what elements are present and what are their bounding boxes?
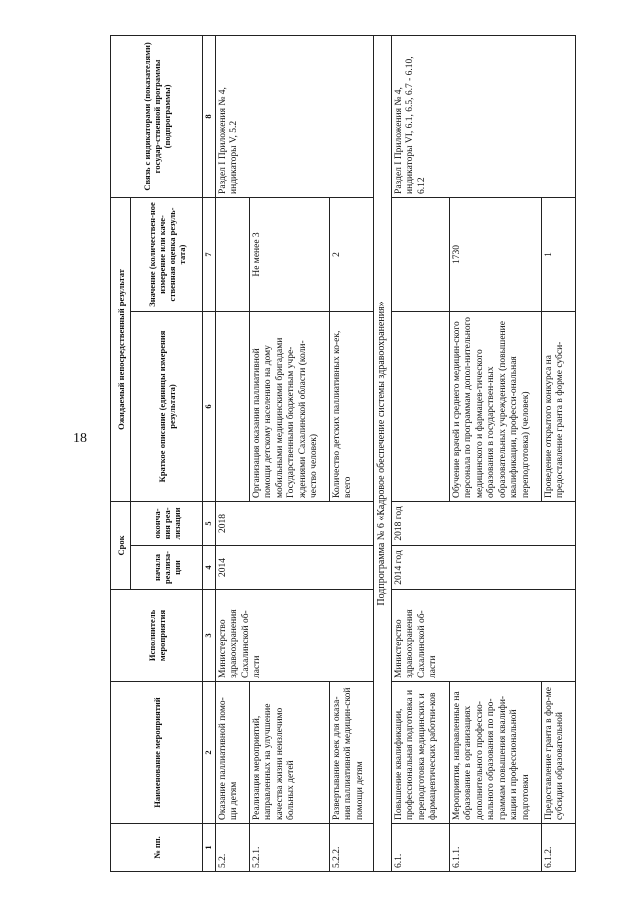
- row-name: Развертывание коек для оказа-ния паллиативной медицин-ской помощи детям: [329, 682, 373, 824]
- row-value: 2: [329, 197, 373, 311]
- row-value: 1730: [449, 197, 541, 311]
- header-executor: Исполнитель мероприятия: [111, 590, 203, 682]
- row-start: 2014: [215, 546, 373, 590]
- row-desc: Организация оказания паллиативной помощи детскому населению на дому мобильными медицинскими бригадами Государственными бюджетным учре-ждениями Сахалинской области (коли-чество человек): [249, 311, 329, 501]
- index-cell: 1: [203, 824, 216, 872]
- row-link: Раздел I Приложения № 4, индикаторы V, 5.2: [215, 35, 373, 197]
- row-link: Раздел I Приложения № 4, индикаторы VI, 6.1, 6.5, 6.7 - 6.10, 6.12: [391, 35, 575, 197]
- index-cell: 4: [203, 546, 216, 590]
- header-result: Ожидаемый непосредственный результат: [111, 197, 131, 501]
- row-name: Оказание паллиативной помо-щи детям: [215, 682, 249, 824]
- header-start: начала реализа-ции: [131, 546, 203, 590]
- table-row: [391, 35, 449, 871]
- row-name: Предоставление гранта в фор-ме субсидии образовательной: [541, 682, 575, 824]
- index-cell: 8: [203, 35, 216, 197]
- row-value: Не менее 3: [249, 197, 329, 311]
- subprogram-title: Подпрограмма № 6 «Кадровое обеспечение системы здравоохранения»: [373, 35, 391, 871]
- row-value: [215, 197, 249, 311]
- header-name: Наименование мероприятий: [111, 682, 203, 824]
- index-cell: 2: [203, 682, 216, 824]
- header-num: № пп.: [111, 824, 203, 872]
- page-number: 18: [73, 431, 87, 446]
- row-executor: Министерство здравоохранения Сахалинской об-ласти: [391, 590, 575, 682]
- row-num: 5.2.: [215, 824, 249, 872]
- row-desc: Проведение открытого конкурса на предоставление гранта в форме субси-: [541, 311, 575, 501]
- header-desc: Краткое описание (единицы измерения результата): [131, 311, 203, 501]
- header-term: Срок: [111, 501, 131, 589]
- row-name: Мероприятия, направленные на образование в организациях дополнительного профессио-нального образования по про-граммам повышения квалифи-кации и профессиональной подготовки: [449, 682, 541, 824]
- header-value: Значение (количествен-ное измерение или каче-ственная оценка резуль-тата): [131, 197, 203, 311]
- header-link: Связь с индикаторами (показателями) государ-ственной программы (подпрограммы): [111, 35, 203, 197]
- index-cell: 6: [203, 311, 216, 501]
- row-desc: Количество детских паллиативных ко-ек, всего: [329, 311, 373, 501]
- row-name: Повышение квалификации, профессиональная подготовка и переподготовка медицинских и фармацевтических работни-ков: [391, 682, 449, 824]
- row-desc: [391, 311, 449, 501]
- row-desc: Обучение врачей и среднего медицин-ского персонала по программам допол-нительного медицинского и фармацев-тического образования в государствен-ных образовательных учреждениях (повышение квалификации, професси-ональная переподготовка) (человек): [449, 311, 541, 501]
- row-num: 5.2.1.: [249, 824, 329, 872]
- row-executor: Министерство здравоохранения Сахалинской об-ласти: [215, 590, 373, 682]
- header-end: оконча-ния реа-лизации: [131, 501, 203, 545]
- row-desc: [215, 311, 249, 501]
- index-cell: 3: [203, 590, 216, 682]
- row-start: 2014 год: [391, 546, 575, 590]
- row-num: 6.1.: [391, 824, 449, 872]
- row-end: 2018 год: [391, 501, 575, 545]
- row-value: 1: [541, 197, 575, 311]
- row-num: 5.2.2.: [329, 824, 373, 872]
- row-num: 6.1.1.: [449, 824, 541, 872]
- row-end: 2018: [215, 501, 373, 545]
- table-row: [215, 35, 249, 871]
- row-value: [391, 197, 449, 311]
- measures-table: [110, 35, 576, 872]
- row-num: 6.1.2.: [541, 824, 575, 872]
- rotated-table-container: [110, 36, 640, 872]
- row-name: Реализация мероприятий, направленных на улучшение качества жизни неизлечимо больных детей: [249, 682, 329, 824]
- index-cell: 7: [203, 197, 216, 311]
- index-cell: 5: [203, 501, 216, 545]
